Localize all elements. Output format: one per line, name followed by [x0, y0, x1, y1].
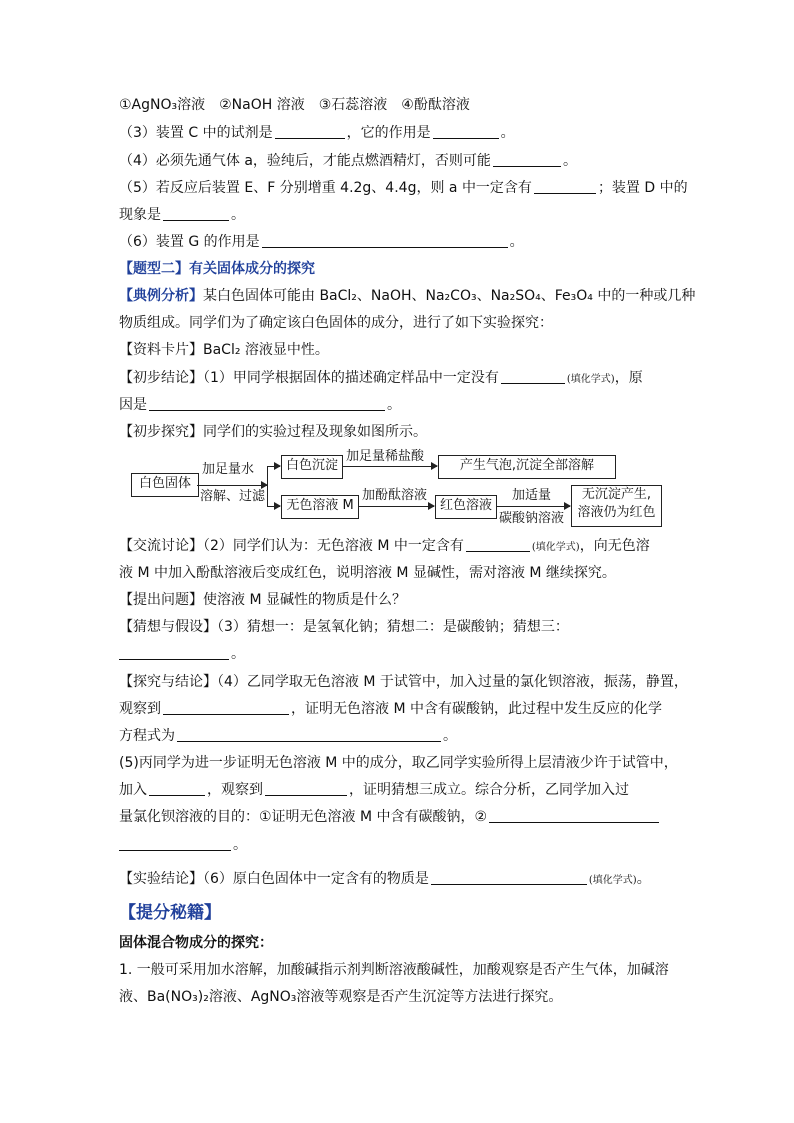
flow-soln-m-box: 无色溶液 M	[281, 495, 359, 519]
c2-text-a: 因是	[119, 397, 147, 413]
flow-arrow	[267, 506, 280, 507]
answer-blank[interactable]	[149, 781, 205, 796]
q6-text-a: （6）装置 G 的作用是	[119, 234, 260, 250]
answer-blank[interactable]	[275, 124, 345, 139]
flow-red-soln-box: 红色溶液	[435, 495, 497, 519]
answer-blank[interactable]	[177, 727, 441, 742]
explore-conclusion-4-cont	[119, 700, 662, 718]
flow-gas-result-box: 产生气泡,沉淀全部溶解	[438, 455, 616, 479]
fill-formula-hint: (填化学式)	[531, 542, 580, 553]
flow-step1-top-label: 加足量水	[202, 462, 255, 477]
answer-blank[interactable]	[493, 152, 561, 167]
g1-text-c: 。	[636, 871, 651, 887]
c1-text-c: ，原	[614, 370, 643, 386]
flow-arrow	[358, 506, 434, 507]
question-6	[119, 233, 524, 251]
q3-text-c: 。	[500, 125, 515, 141]
answer-blank[interactable]	[265, 781, 347, 796]
question-3	[119, 124, 515, 142]
f2-text-b: ，观察到	[207, 782, 263, 798]
flow-arrow	[267, 466, 280, 467]
conclusion-1	[119, 369, 643, 389]
flow-final-box	[571, 485, 662, 527]
explore-conclusion-4: 【探究与结论】（4）乙同学取无色溶液 M 于试管中，加入过量的氯化钡溶液，振荡，静置，	[119, 674, 688, 690]
answer-blank[interactable]	[262, 233, 508, 248]
f2-text-c: ，证明猜想三成立。综合分析，乙同学加入过	[349, 782, 629, 798]
flow-acid-label: 加足量稀盐酸	[346, 449, 425, 464]
f3-text-a: 量氯化钡溶液的目的：①证明无色溶液 M 中含有碳酸钠，②	[119, 809, 488, 825]
experiment-conclusion-6	[119, 870, 651, 890]
f4-text: 。	[233, 837, 247, 853]
flow-final-line2: 溶液仍为红色	[577, 505, 656, 520]
answer-blank[interactable]	[119, 645, 229, 660]
method-line-2: 液、Ba(NO₃)₂溶液、AgNO₃溶液等观察是否产生沉淀等方法进行探究。	[119, 989, 563, 1005]
reagent-options: ①AgNO₃溶液 ②NaOH 溶液 ③石蕊溶液 ④酚酞溶液	[119, 97, 470, 113]
h2-text: 。	[231, 646, 245, 662]
section-title-type2: 【题型二】有关固体成分的探究	[119, 261, 315, 277]
q5-text-c: 现象是	[119, 207, 161, 223]
c2-text-b: 。	[387, 397, 401, 413]
method-line-1: 1. 一般可采用加水溶解，加酸碱指示剂判断溶液酸碱性，加酸观察是否产生气体，加碱溶	[119, 962, 669, 978]
q6-text-b: 。	[509, 234, 524, 250]
q4-text-a: （4）必须先通气体 a，验纯后，才能点燃酒精灯，否则可能	[119, 153, 491, 169]
question-5	[119, 179, 688, 197]
discussion-2	[119, 537, 650, 557]
q5-text-d: 。	[231, 207, 245, 223]
flow-arrow	[342, 466, 437, 467]
answer-blank[interactable]	[119, 836, 231, 851]
answer-blank[interactable]	[149, 396, 385, 411]
d1-text-c: ，向无色溶	[579, 538, 650, 554]
q3-text-a: （3）装置 C 中的试剂是	[119, 125, 273, 141]
data-card: 【资料卡片】BaCl₂ 溶液显中性。	[119, 342, 329, 358]
e2-text-b: ，证明无色溶液 M 中含有碳酸钠，此过程中发生反应的化学	[291, 701, 662, 717]
fill-formula-hint: (填化学式)	[566, 374, 615, 385]
mix-title: 固体混合物成分的探究：	[119, 935, 273, 951]
flow-precip-box: 白色沉淀	[281, 455, 343, 479]
conclusion-1-cont	[119, 396, 401, 414]
question-5-cont	[119, 206, 245, 224]
flow-phenol-label: 加酚酞溶液	[362, 488, 428, 503]
answer-blank[interactable]	[489, 808, 659, 823]
question-4	[119, 152, 577, 170]
answer-blank[interactable]	[466, 537, 530, 552]
e3-text-a: 方程式为	[119, 728, 175, 744]
answer-blank[interactable]	[534, 179, 596, 194]
question-5b: (5)丙同学为进一步证明无色溶液 M 中的成分，取乙同学实验所得上层清液少许于试管中，	[119, 755, 678, 771]
example-text: 某白色固体可能由 BaCl₂、NaOH、Na₂CO₃、Na₂SO₄、Fe₃O₄ 中的一种或几种	[203, 288, 696, 304]
question-5b-purpose-cont	[119, 836, 247, 854]
flow-arrow	[496, 506, 570, 507]
example-text-2: 物质组成。同学们为了确定该白色固体的成分，进行了如下实验探究：	[119, 315, 553, 331]
q5-text-a: （5）若反应后装置 E、F 分别增重 4.2g、4.4g，则 a 中一定含有	[119, 180, 532, 196]
hypothesis-cont	[119, 645, 245, 663]
flow-carb-bottom-label: 碳酸钠溶液	[499, 511, 565, 526]
question-raise: 【提出问题】使溶液 M 显碱性的物质是什么？	[119, 592, 406, 608]
question-5b-purpose	[119, 808, 661, 826]
fill-formula-hint: (填化学式)	[588, 875, 637, 886]
example-label: 【典例分析】	[119, 288, 203, 304]
answer-blank[interactable]	[431, 870, 587, 885]
discussion-2-cont: 液 M 中加入酚酞溶液后变成红色，说明溶液 M 显碱性，需对溶液 M 继续探究。	[119, 565, 616, 581]
tips-section-title: 【提分秘籍】	[119, 903, 221, 923]
flow-final-line1: 无沉淀产生,	[581, 487, 652, 502]
example-intro	[119, 287, 695, 305]
q4-text-b: 。	[562, 153, 577, 169]
answer-blank[interactable]	[163, 206, 229, 221]
flow-step1-bottom-label: 溶解、过滤	[200, 489, 266, 504]
q5-text-b: ；装置 D 中的	[597, 180, 688, 196]
f2-text-a: 加入	[119, 782, 147, 798]
explore-conclusion-4-eq	[119, 727, 457, 745]
answer-blank[interactable]	[163, 700, 289, 715]
flow-carb-top-label: 加适量	[512, 488, 552, 503]
hypothesis: 【猜想与假设】（3）猜想一：是氢氧化钠；猜想二：是碳酸钠；猜想三：	[119, 619, 569, 635]
c1-text-a: 【初步结论】（1）甲同学根据固体的描述确定样品中一定没有	[119, 370, 499, 386]
g1-text-a: 【实验结论】（6）原白色固体中一定含有的物质是	[119, 871, 429, 887]
e2-text-a: 观察到	[119, 701, 161, 717]
d1-text-a: 【交流讨论】（2）同学们认为：无色溶液 M 中一定含有	[119, 538, 464, 554]
flow-start-box: 白色固体	[131, 473, 199, 497]
e3-text-b: 。	[443, 728, 457, 744]
q3-text-b: ，它的作用是	[346, 125, 431, 141]
question-5b-cont	[119, 781, 629, 799]
flow-arrow	[197, 485, 267, 486]
explore-intro: 【初步探究】同学们的实验过程及现象如图所示。	[119, 424, 427, 440]
answer-blank[interactable]	[433, 124, 499, 139]
answer-blank[interactable]	[501, 369, 565, 384]
